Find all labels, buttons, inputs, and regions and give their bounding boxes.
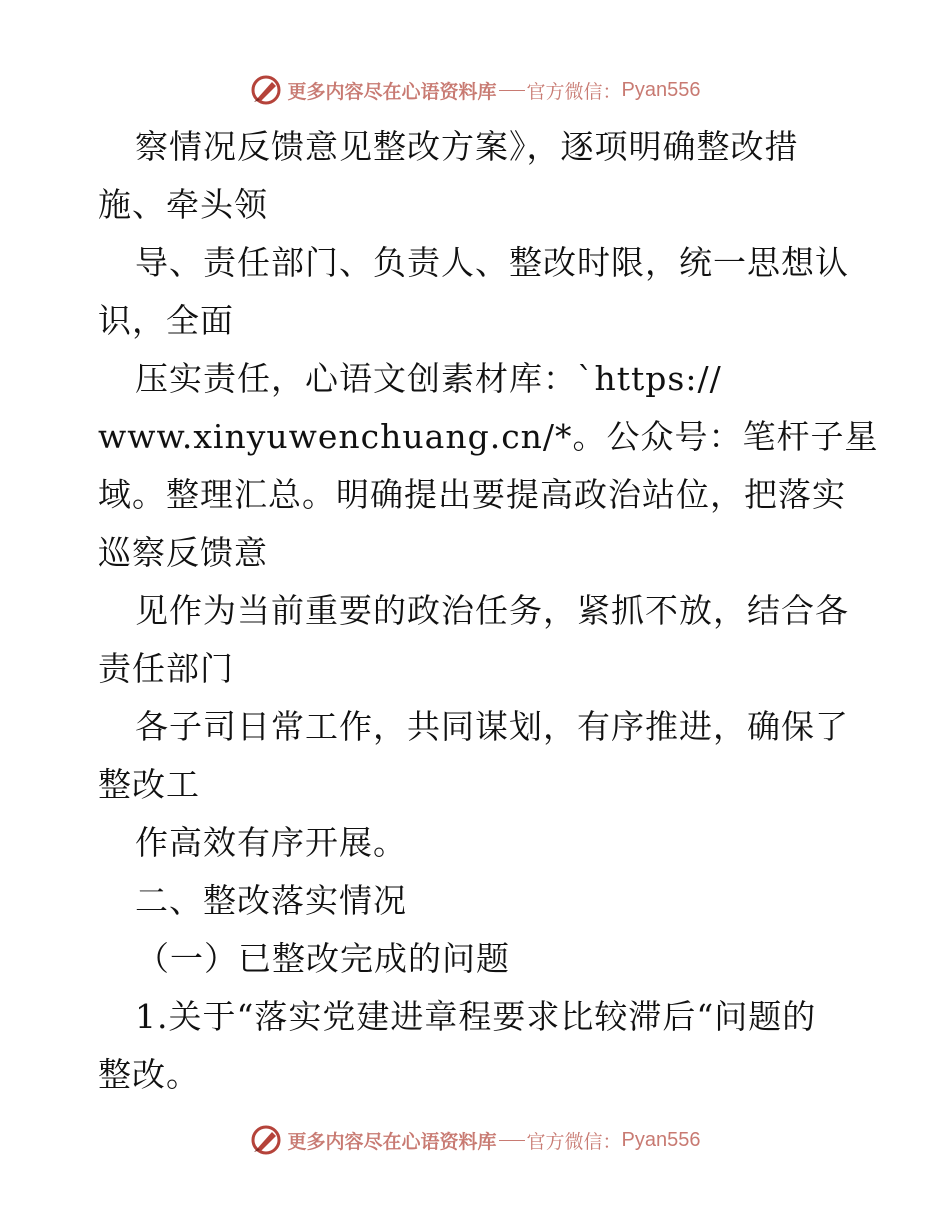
banner-sub-text: 官方微信： [526, 1130, 622, 1153]
text-line: 察情况反馈意见整改方案》，逐项明确整改措 [135, 127, 799, 166]
text-line: 域。整理汇总。明确提出要提高政治站位，把落实 [98, 475, 846, 514]
text-line: 导、责任部门、负责人、整改时限，统一思想认 [135, 243, 849, 282]
text-line: 整改工 [98, 765, 200, 804]
footer-banner [0, 1120, 950, 1160]
banner-dash [499, 90, 525, 91]
text-line: www.xinyuwenchuang.cn/*。公众号：笔杆子星 [98, 417, 879, 456]
text-line: 责任部门 [98, 649, 234, 688]
subsection-heading: （一）已整改完成的问题 [136, 939, 510, 978]
text-line: 各子司日常工作，共同谋划，有序推进，确保了 [135, 707, 849, 746]
pen-logo-icon [250, 1124, 282, 1156]
pen-logo-icon [250, 74, 282, 106]
banner-wechat-id: Pyan556 [621, 1128, 701, 1151]
text-line: 识，全面 [98, 301, 234, 340]
banner-sub-text: 官方微信： [526, 80, 622, 103]
banner-main-text: 更多内容尽在心语资料库 [287, 80, 497, 103]
banner-wechat-id: Pyan556 [621, 78, 701, 101]
text-line: 施、牵头领 [98, 185, 268, 224]
section-heading: 二、整改落实情况 [135, 881, 407, 920]
text-line: 整改。 [98, 1055, 200, 1094]
item-heading: 1.关于“落实党建进章程要求比较滞后“问题的 [135, 997, 817, 1036]
text-line: 见作为当前重要的政治任务，紧抓不放，结合各 [135, 591, 849, 630]
header-banner [0, 70, 950, 110]
text-line: 巡察反馈意 [98, 533, 268, 572]
text-line: 作高效有序开展。 [135, 823, 407, 862]
document-body [98, 118, 879, 1104]
banner-main-text: 更多内容尽在心语资料库 [287, 1130, 497, 1153]
banner-dash [499, 1140, 525, 1141]
text-line: 压实责任，心语文创素材库：`https:// [135, 359, 722, 398]
